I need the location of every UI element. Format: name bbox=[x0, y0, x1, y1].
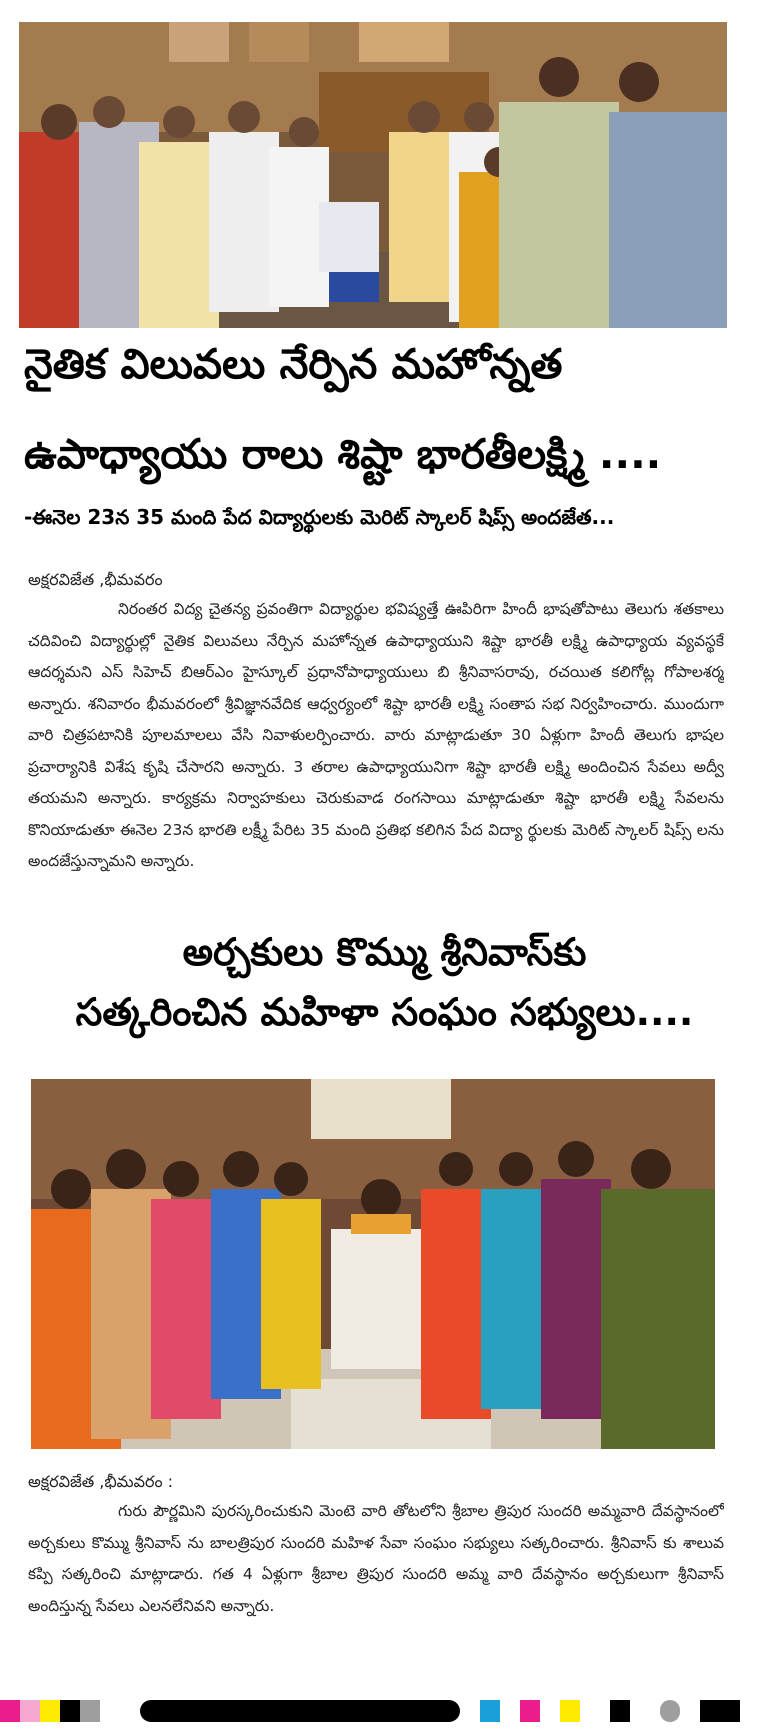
swatch-cyan bbox=[480, 1700, 500, 1722]
article2-headline-line1: అర్చకులు కొమ్ము శ్రీనివాస్‌కు bbox=[182, 930, 587, 974]
swatch-gray bbox=[80, 1700, 100, 1722]
article2-dateline: అక్షరవిజేత ,భీమవరం : bbox=[28, 1472, 174, 1491]
article1-headline-line2: ఉపాధ్యాయు రాలు శిష్టా భారతీలక్ష్మి .... bbox=[24, 430, 662, 478]
swatch-pink bbox=[20, 1700, 40, 1722]
article1-subheadline: -ఈనెల 23న 35 మంది పేద విద్యార్థులకు మెరిట్ స్కాలర్ షిప్స్ అందజేత... bbox=[24, 505, 615, 529]
felicitation-photo bbox=[31, 1079, 715, 1449]
swatch-yellow-2 bbox=[560, 1700, 580, 1722]
article2-headline-line2: సత్కరించిన మహిళా సంఘం సభ్యులు.... bbox=[75, 990, 694, 1034]
swatch-magenta bbox=[0, 1700, 20, 1722]
swatch-gray-2 bbox=[660, 1700, 680, 1722]
article2-body: గురు పౌర్ణమిని పురస్కరించుకుని మెంటె వారి తోటలోని శ్రీబాల త్రిపుర సుందరి అమ్మవారి దేవస్థానంలో అర్చకులు కొమ్ము శ్రీనివాస్ ను బాలత్రిపుర సుందరి మహిళ సేవా సంఘం సభ్యులు సత్కరించారు. శ్రీనివాస్ కు శాలువ కప్పి సత్కరించి మాట్లాడారు. గత 4 ఏళ్లుగా శ్రీబాల త్రిపుర సుందరి అమ్మ వారి దేవస్థానం అర్చకులుగా శ్రీనివాస్ అందిస్తున్న సేవలు ఎలనలేనివని అన్నారు. bbox=[28, 1502, 724, 1615]
swatch-black-band bbox=[140, 1700, 460, 1722]
swatch-black-2 bbox=[610, 1700, 630, 1722]
swatch-black bbox=[60, 1700, 80, 1722]
swatch-black-3 bbox=[700, 1700, 740, 1722]
swatch-yellow bbox=[40, 1700, 60, 1722]
memorial-photo bbox=[19, 22, 727, 328]
article1-body: నిరంతర విద్య చైతన్య ప్రవంతిగా విద్యార్థుల భవిష్యత్తే ఊపిరిగా హిందీ భాషతోపాటు తెలుగు శతకాలు చదివించి విద్యార్థుల్లో నైతిక విలువలు నేర్పిన మహోన్నత ఉపాధ్యాయుని శిష్టా భారతీ లక్ష్మి ఉపాధ్యాయ వ్యవస్థకే ఆదర్శమని ఎస్ సిహెచ్ బిఆర్ఎం హైస్కూల్ ప్రధానోపాధ్యాయులు బి శ్రీనివాసరావు, రచయిత కలిగోట్ల గోపాలశర్మ అన్నారు. శనివారం భీమవరంలో శ్రీవిజ్ఞానవేదిక ఆధ్వర్యంలో శిష్టా భారతీ లక్ష్మి సంతాప సభ నిర్వహించారు. ముందుగా వారి చిత్రపటానికి పూలమాలలు వేసి నివాళులర్పించారు. వారు మాట్లాడుతూ 30 ఏళ్లుగా హిందీ తెలుగు భాషల ప్రచార్యానికి విశేష కృషి చేసారని అన్నారు. 3 తరాల ఉపాధ్యాయునిగా శిష్టా భారతీ లక్ష్మి అందించిన సేవలు అద్వీ తయమని అన్నారు. కార్యక్రమ నిర్వాహకులు చెరుకువాడ రంగసాయి మాట్లాడుతూ శిష్టా భారతీ లక్ష్మి సేవలను కొనియాడుతూ ఈనెల 23న భారతి లక్ష్మీ పేరిట 35 మంది ప్రతిభ కలిగిన పేద విద్యా ర్థులకు మెరిట్ స్కాలర్ షిప్స్ లను అందజేస్తున్నామని అన్నారు. bbox=[28, 600, 724, 870]
article1-headline-line1: నైతిక విలువలు నేర్పిన మహోన్నత bbox=[24, 340, 563, 388]
swatch-magenta-2 bbox=[520, 1700, 540, 1722]
print-registration-bar bbox=[0, 1700, 769, 1722]
article1-dateline: అక్షరవిజేత ,భీమవరం bbox=[28, 570, 163, 589]
